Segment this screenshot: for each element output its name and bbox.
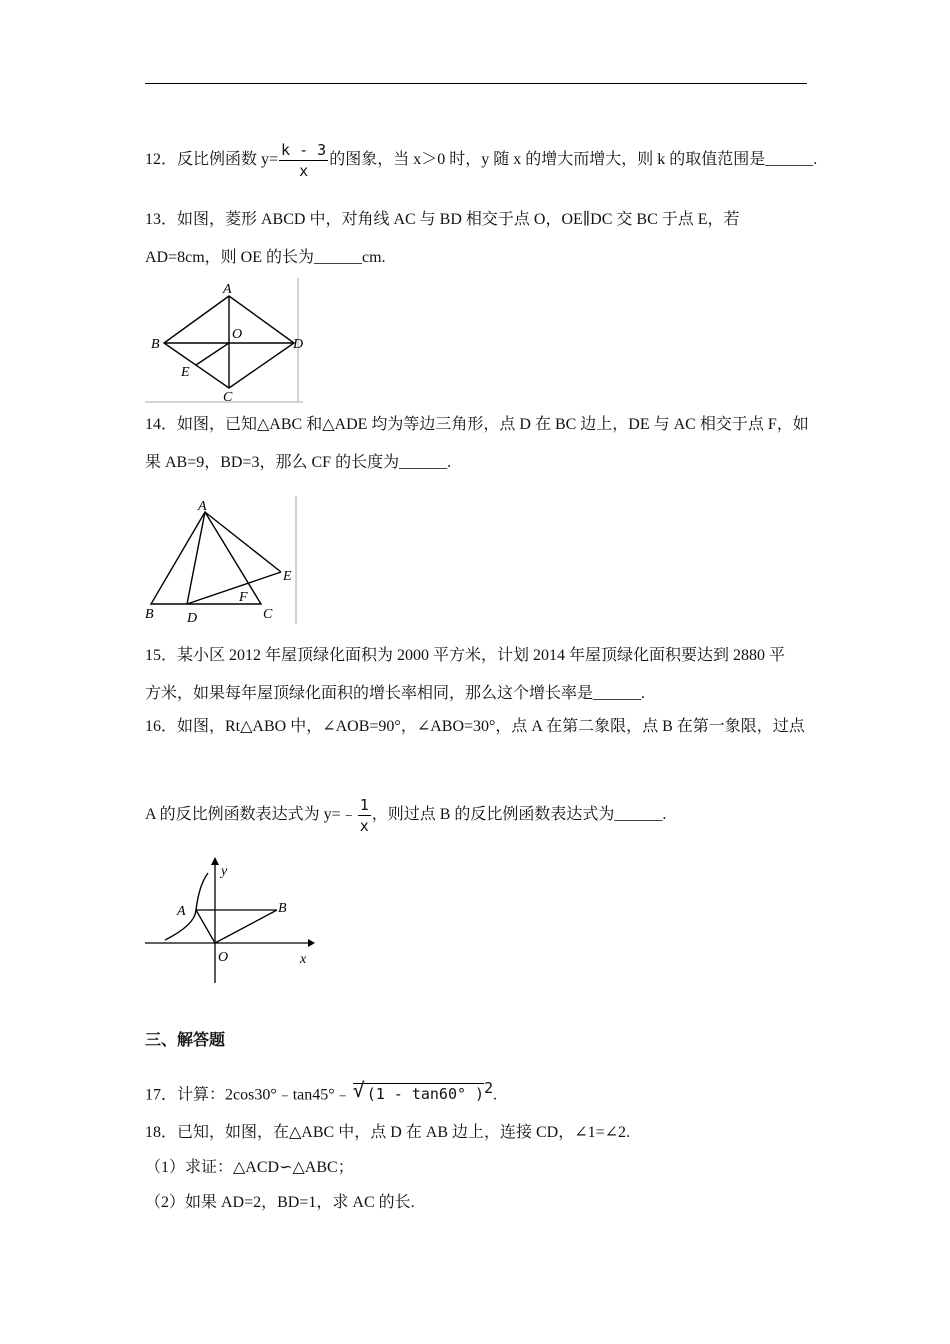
question-16-line1: 16．如图，Rt△ABO 中，∠AOB=90°，∠ABO=30°，点 A 在第二象限，点 B 在第一象限，过点 bbox=[145, 718, 805, 735]
q12-suffix: 的图象，当 x＞0 时，y 随 x 的增大而增大，则 k 的取值范围是______. bbox=[329, 151, 818, 169]
q14-label-b: B bbox=[145, 607, 154, 622]
q14-label-d: D bbox=[187, 611, 198, 626]
question-14-line2: 果 AB=9，BD=3，那么 CF 的长度为______. bbox=[145, 454, 452, 471]
q12-prefix: 12．反比例函数 y= bbox=[145, 151, 279, 169]
q17-suffix: . bbox=[493, 1086, 498, 1104]
q16-label-y: y bbox=[221, 864, 228, 879]
q17-prefix: 17．计算：2cos30°﹣tan45°﹣ bbox=[145, 1086, 351, 1104]
q13-label-e: E bbox=[181, 365, 190, 380]
question-16-line2 bbox=[145, 795, 666, 836]
question-14-line1: 14．如图，已知△ABC 和△ADE 均为等边三角形，点 D 在 BC 边上，DE 与 AC 相交于点 F，如 bbox=[145, 416, 809, 433]
question-12 bbox=[145, 140, 817, 181]
q13-label-d: D bbox=[293, 337, 304, 352]
q16-numerator: 1 bbox=[359, 796, 369, 814]
question-13-line1: 13．如图，菱形 ABCD 中，对角线 AC 与 BD 相交于点 O，OE∥DC 交 BC 于点 E，若 bbox=[145, 211, 740, 228]
question-15-line1: 15．某小区 2012 年屋顶绿化面积为 2000 平方米，计划 2014 年屋顶绿化面积要达到 2880 平 bbox=[145, 647, 786, 664]
question-18-line1: 18．已知，如图，在△ABC 中，点 D 在 AB 边上，连接 CD，∠1=∠2. bbox=[145, 1124, 631, 1141]
header-rule bbox=[145, 83, 807, 84]
q13-label-c: C bbox=[223, 390, 233, 404]
q16-denominator: x bbox=[359, 817, 369, 835]
question-15-line2: 方米，如果每年屋顶绿化面积的增长率相同，那么这个增长率是______. bbox=[145, 685, 646, 702]
q16-label-b: B bbox=[278, 901, 287, 916]
q13-label-o: O bbox=[232, 327, 243, 342]
q17-radicand: (1 - tan60° ) bbox=[366, 1085, 485, 1104]
q16-label-x: x bbox=[300, 952, 307, 967]
q14-label-c: C bbox=[263, 607, 273, 622]
q17-sqrt bbox=[352, 1078, 485, 1104]
q12-fraction bbox=[279, 140, 328, 181]
question-18-line2: （1）求证：△ACD∽△ABC； bbox=[145, 1159, 354, 1176]
q13-label-a: A bbox=[223, 282, 232, 297]
q16-prefix: A 的反比例函数表达式为 y=﹣ bbox=[145, 806, 357, 824]
q14-label-a: A bbox=[198, 499, 207, 514]
q14-figure-triangles bbox=[143, 494, 303, 634]
q14-label-f: F bbox=[239, 590, 248, 605]
q16-suffix: ，则过点 B 的反比例函数表达式为______. bbox=[371, 806, 667, 824]
q16-label-a: A bbox=[177, 904, 186, 919]
q13-figure-rhombus bbox=[143, 278, 308, 409]
q16-label-o: O bbox=[218, 950, 229, 965]
q14-label-e: E bbox=[283, 569, 292, 584]
q16-fraction bbox=[358, 795, 371, 836]
q16-figure-coordinate bbox=[143, 855, 318, 992]
q13-label-b: B bbox=[151, 337, 160, 352]
question-17 bbox=[145, 1078, 497, 1105]
q12-numerator: k - 3 bbox=[281, 141, 327, 159]
question-13-line2: AD=8cm，则 OE 的长为______cm. bbox=[145, 249, 386, 266]
q17-exponent: 2 bbox=[484, 1079, 494, 1097]
radical-sign-icon: √ bbox=[352, 1078, 365, 1103]
question-18-line3: （2）如果 AD=2，BD=1，求 AC 的长. bbox=[145, 1194, 415, 1211]
section-3-heading: 三、解答题 bbox=[145, 1032, 226, 1049]
q12-denominator: x bbox=[299, 162, 309, 180]
